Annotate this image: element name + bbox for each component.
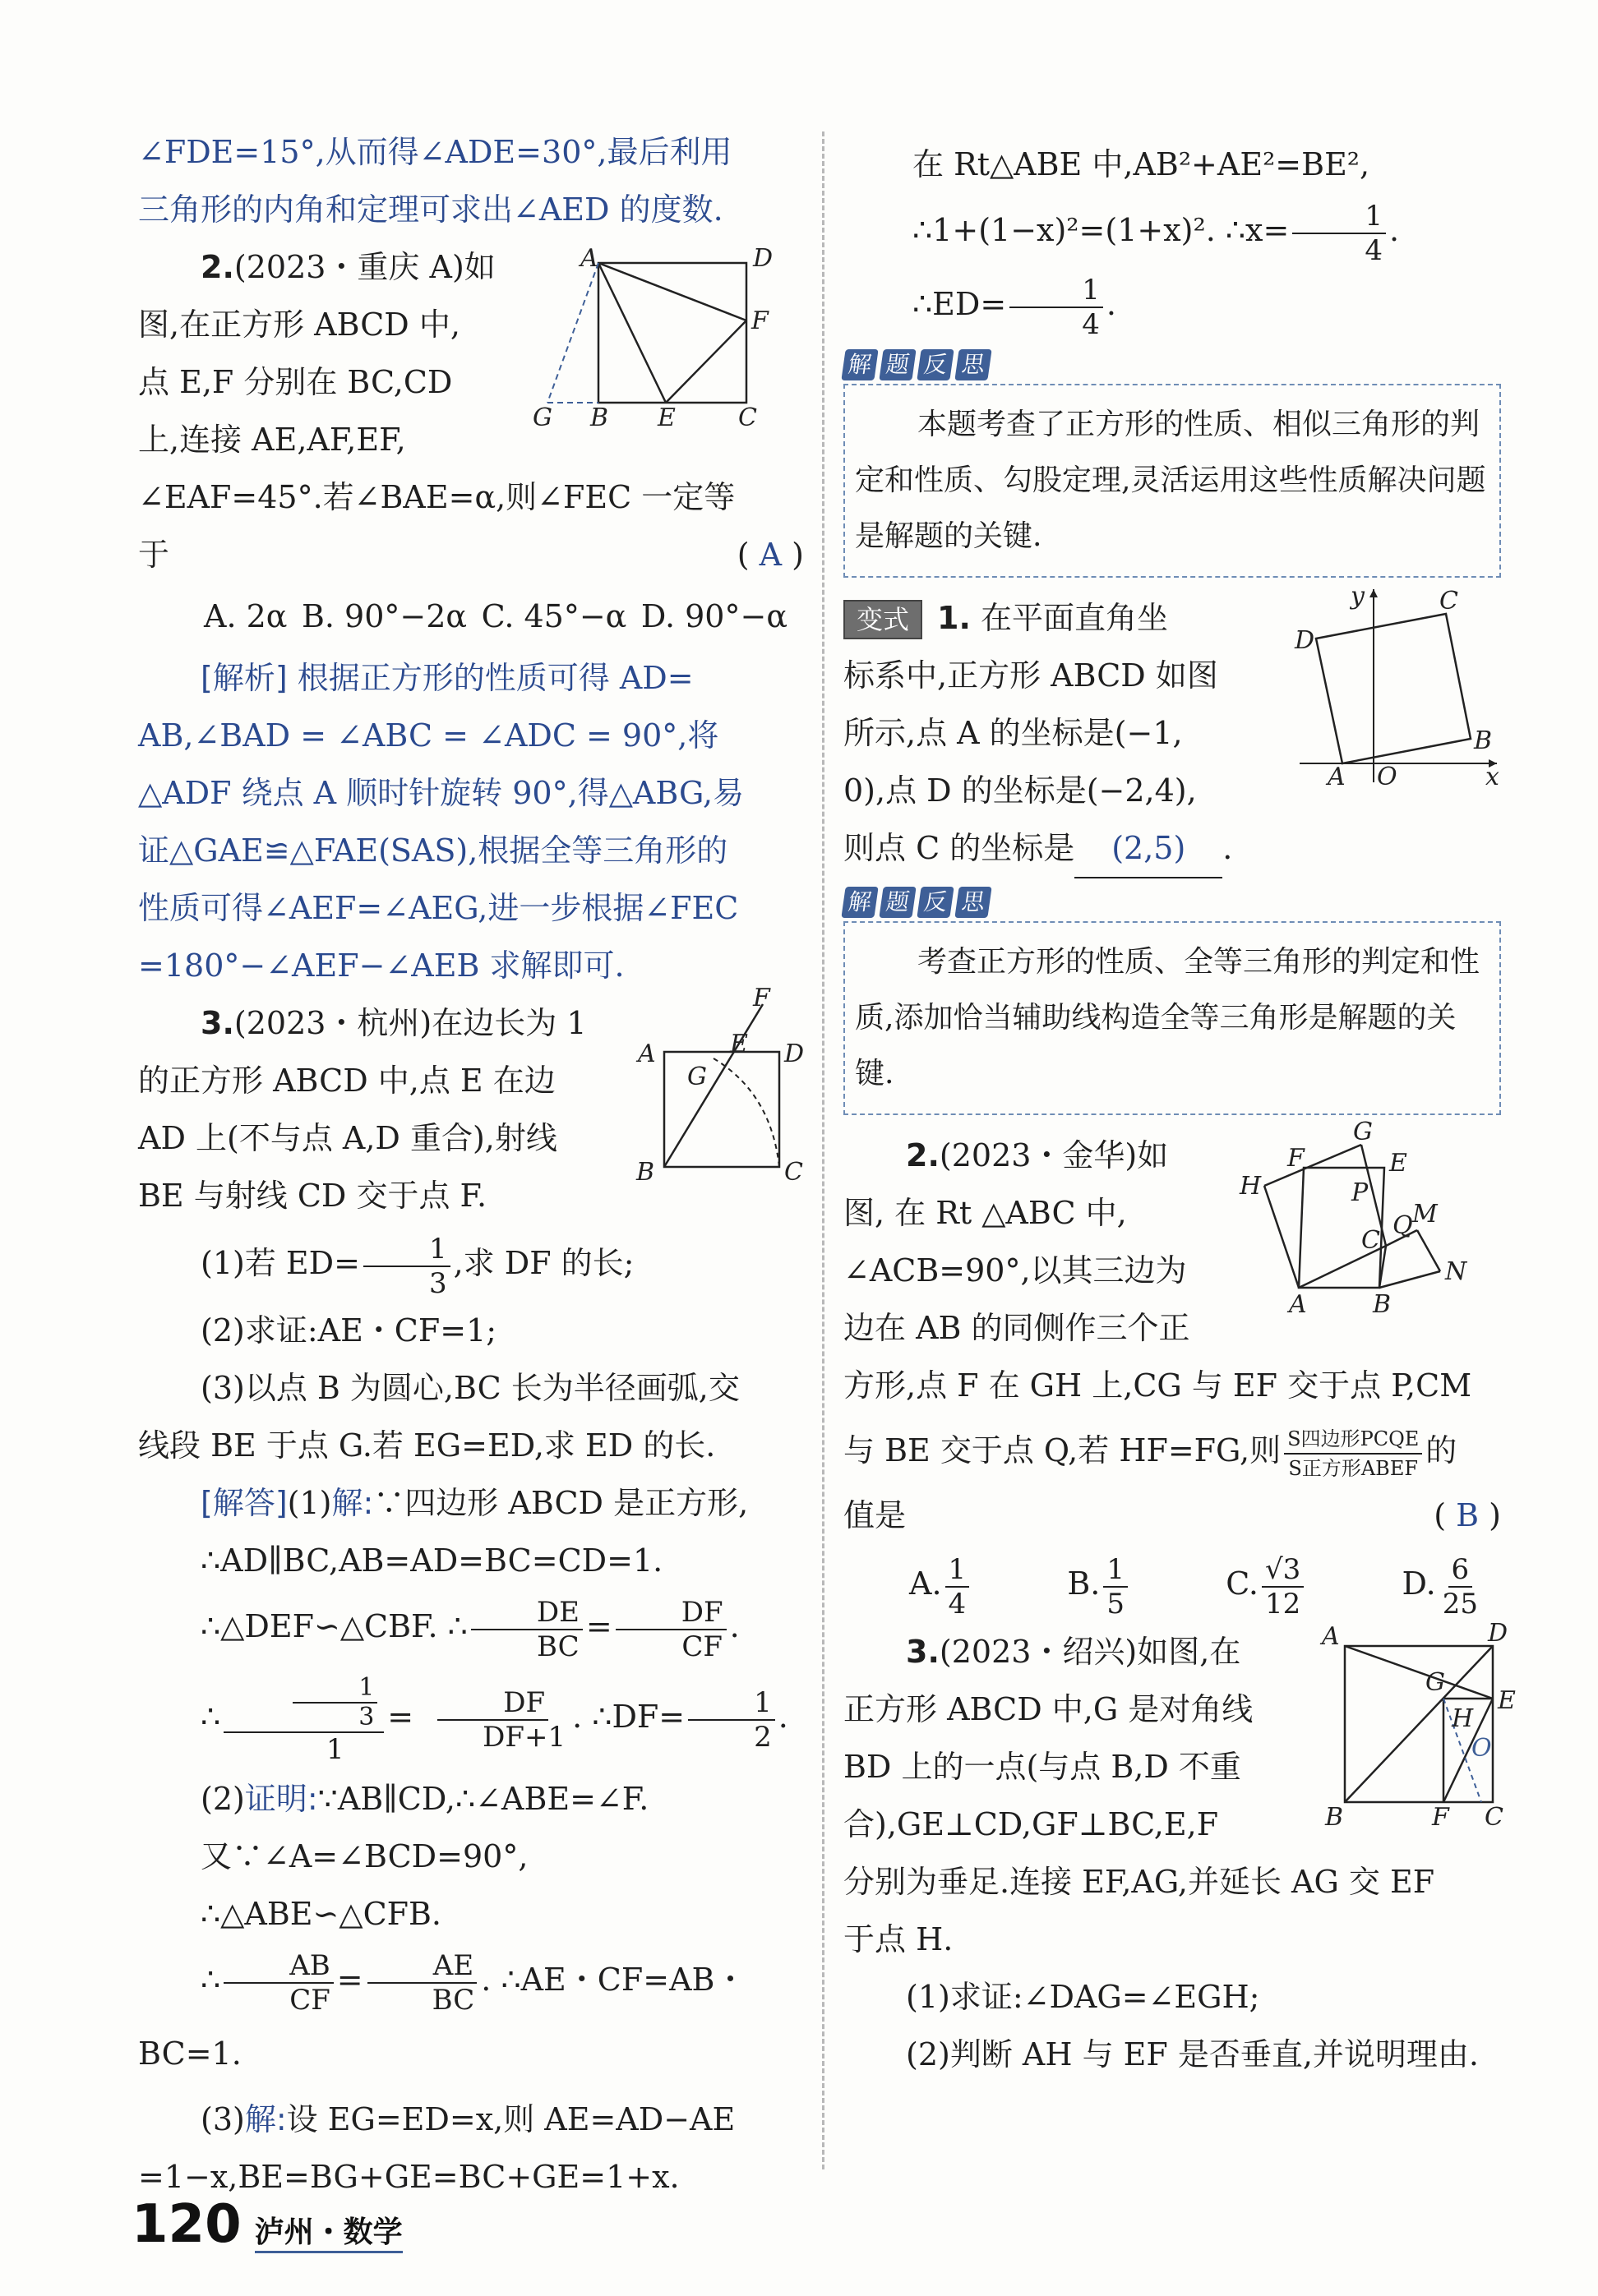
v2-line-4: 边在 AB 的同侧作三个正 (843, 1310, 1190, 1346)
cont-line-2: ∴1+(1−x)²=(1+x)². ∴x= (912, 212, 1290, 248)
q3-part-1: (1)若 ED= (201, 1245, 360, 1281)
v2-line-3: ∠ACB=90°,以其三边为 (843, 1252, 1187, 1289)
label-o: O (1377, 763, 1397, 791)
reflection-text: 本题考查了正方形的性质、相似三角形的判定和性质、勾股定理,灵活运用这些性质解决问题是解题的关键. (843, 384, 1501, 578)
label-y: y (1351, 582, 1365, 611)
fraction: $\frac{DF}{CF}$ (616, 1596, 727, 1663)
v2-line-2: 图, 在 Rt △ABC 中, (843, 1195, 1127, 1231)
solution-line-6: 又∵∠A=∠BCD=90°, (201, 1838, 529, 1874)
fraction: $\frac{AB}{CF}$ (224, 1949, 334, 2017)
cont-line-3: ∴ED= (912, 286, 1007, 322)
left-column (138, 123, 804, 2206)
fraction: $\frac{AE}{BC}$ (367, 1949, 478, 2017)
analysis-block (138, 649, 804, 994)
label-d: D (1295, 626, 1315, 655)
solution-line-7: ∴△ABE∽△CFB. (201, 1896, 442, 1932)
fraction: $\frac{DE}{BC}$ (471, 1596, 583, 1663)
v2-line-6: 与 BE 交于点 Q,若 HF=FG,则 (843, 1432, 1282, 1468)
v2-line-7: 值是 (843, 1497, 907, 1533)
page-number: 120 (132, 2194, 242, 2255)
option-d: D. 90°−α (640, 598, 787, 634)
right-column: 在 Rt△ABE 中,AB²+AE²=BE², ∴1+(1−x)²=(1+x)². ∴x= $\frac{1}{4}$ . ∴ED= $\frac{1}{4}$ . 解 题 反 思 本题考查了正方形的性质、相似三角形的判定和性质、勾股定理,灵活运用这些性质解决问题是解题的关键. 变式 1. 在平面直角坐 标系中,正方形 ABCD 如图 所示,点 A 的坐标是(−1, 0),点 D 的坐标是(−2,4), 则点 C 的坐标是 (2,5) . y C D B A O x 解 题 反 思 考查正方形的性质、全等三角形的判定和性质,添加恰当辅助线构造全等三角形是解题的关键. 2.(2023・金华)如 图, 在 Rt △ABC 中, ∠ACB=90°,以其三边为 边在 AB 的同侧作三个正 方形,点 F 在 GH 上,CG 与 EF 交于点 P,CM 与 BE 交于点 Q,若 HF=FG,则 $\frac{\text{S四边形PCQE}}{\text{S正方形ABEF}}$ 的 值是 ( B ) A. $\frac{1}{4}$ B. $\frac{1}{5}$ C. $\frac{√3}{12}$ D. $\frac{6}{25}$ G F E H P M Q C N A B 3.(2023・绍兴)如图,在 正方形 ABCD 中,G 是对角线 BD 上的一点(与点 B,D 不重 合),GE⊥CD,GF⊥BC,E,F 分别为垂足.连接 EF,AG,并延长 AG 交 EF 于点 H. (1)求证:∠DAG=∠EGH; (2)判断 AH 与 EF 是否垂直,并说明理由. A D G E H O B F C (843, 136, 1501, 2083)
label-n: N (1445, 1257, 1467, 1286)
q3-line-2: 的正方形 ABCD 中,点 E 在边 (138, 1063, 556, 1099)
option-a: A. 2α (204, 598, 288, 634)
q2-line-4: 上,连接 AE,AF,EF, (138, 422, 406, 458)
analysis-tag: [解析] (201, 660, 288, 696)
fraction: $\frac{1}{3}$ (363, 1233, 450, 1300)
label-e: E (730, 1030, 748, 1058)
label-d: D (753, 244, 774, 273)
label-b: B (1373, 1290, 1392, 1319)
v2-line-5: 方形,点 F 在 GH 上,CG 与 EF 交于点 P,CM (843, 1367, 1472, 1404)
label-o: O (1471, 1734, 1492, 1763)
v3-line-4: 合),GE⊥CD,GF⊥BC,E,F (843, 1806, 1219, 1842)
v2-options (843, 1544, 1501, 1623)
variant-2: 2.(2023・金华)如 图, 在 Rt △ABC 中, ∠ACB=90°,以其三边为 边在 AB 的同侧作三个正 方形,点 F 在 GH 上,CG 与 EF 交于点 P,CM 与 BE 交于点 Q,若 HF=FG,则 $\frac{\text{S四边形PCQE}}{\text{S正方形ABEF}}$ 的 值是 ( B ) A. $\frac{1}{4}$ B. $\frac{1}{5}$ C. $\frac{√3}{12}$ D. $\frac{6}{25}$ G F E H P M Q C N A B (843, 1127, 1501, 1623)
fraction: $\frac{DF}{DF+1}$ (417, 1686, 569, 1754)
option-d: D. $\frac{6}{25}$ (1402, 1552, 1478, 1621)
q3-line-4: BE 与射线 CD 交于点 F. (138, 1178, 487, 1214)
question-3: 3.(2023・杭州)在边长为 1 的正方形 ABCD 中,点 E 在边 AD 上(不与点 A,D 重合),射线 BE 与射线 CD 交于点 F. (1)若 ED= $\frac{1}{3}$ ,求 DF 的长; (2)求证:AE・CF=1; (3)以点 B 为圆心,BC 长为半径画弧,交 线段 BE 于点 G.若 EG=ED,求 ED 的长. F A E D G B C (138, 994, 804, 1474)
solution-tag: [解答] (201, 1485, 288, 1521)
label-c: C (1439, 587, 1458, 615)
label-b: B (1474, 726, 1493, 755)
label-a: A (1322, 1622, 1340, 1651)
solution-line-10: =1−x,BE=BG+GE=BC+GE=1+x. (138, 2159, 680, 2195)
solution-line-9: 设 EG=ED=x,则 AE=AD−AE (286, 2101, 736, 2137)
variant-badge: 变式 (843, 600, 922, 639)
v1-line-5: 则点 C 的坐标是 (843, 830, 1075, 866)
v2-figure (1238, 1118, 1501, 1319)
intro-line-1: ∠FDE=15°,从而得∠ADE=30°,最后利用 (138, 134, 732, 170)
solution-line-1: ∵四边形 ABCD 是正方形, (373, 1485, 749, 1521)
label-c: C (738, 403, 757, 432)
analysis-line-2: AB,∠BAD = ∠ABC = ∠ADC = 90°,将 (138, 717, 719, 754)
q3-part-3-cont: 线段 BE 于点 G.若 EG=ED,求 ED 的长. (138, 1427, 716, 1464)
v1-figure (1291, 581, 1505, 791)
label-g: G (1425, 1668, 1445, 1697)
q3-line-3: AD 上(不与点 A,D 重合),射线 (138, 1120, 557, 1156)
analysis-line-6: =180°−∠AEF−∠AEB 求解即可. (138, 947, 625, 984)
label-e: E (1498, 1686, 1516, 1715)
solution-line-8: ∴ $\frac{AB}{CF}$ = $\frac{AE}{BC}$ . ∴AE・CF=AB・BC=1. (138, 1948, 746, 2072)
v3-line-5: 分别为垂足.连接 EF,AG,并延长 AG 交 EF (843, 1864, 1435, 1900)
solution-block: [解答](1)解:∵四边形 ABCD 是正方形, ∴AD∥BC,AB=AD=BC=CD=1. ∴△DEF∽△CBF. ∴ $\frac{DE}{BC}$ = $\frac{DF}{CF}$ . ∴ $\frac{\frac{1}{3}}{1}$ = $\frac{DF}{DF+1}$ . ∴DF= $\frac{1}{2}$ . (2)证明:∵AB∥CD,∴∠ABE=∠F. 又∵∠A=∠BCD=90°, ∴△ABE∽△CFB. ∴ $\frac{AB}{CF}$ = $\frac{AE}{BC}$ . ∴AE・CF=AB・BC=1. (3)解:设 EG=ED=x,则 AE=AD−AE =1−x,BE=BG+GE=BC+GE=1+x. (138, 1474, 804, 2206)
reflection-2 (843, 878, 1501, 1115)
analysis-line-4: 证△GAE≌△FAE(SAS),根据全等三角形的 (138, 832, 728, 869)
q3-figure (631, 984, 805, 1208)
column-divider (822, 131, 824, 2169)
label-d: D (784, 1040, 805, 1068)
label-p: P (1351, 1178, 1369, 1207)
fraction: $\frac{1}{4}$ (1009, 274, 1103, 341)
intro-line-2: 三角形的内角和定理可求出∠AED 的度数. (138, 191, 723, 228)
variant-3: 3.(2023・绍兴)如图,在 正方形 ABCD 中,G 是对角线 BD 上的一点(与点 B,D 不重 合),GE⊥CD,GF⊥BC,E,F 分别为垂足.连接 EF,AG,并延长 AG 交 EF 于点 H. (1)求证:∠DAG=∠EGH; (2)判断 AH 与 EF 是否垂直,并说明理由. A D G E H O B F C (843, 1623, 1501, 2083)
q2-line-2: 图,在正方形 ABCD 中, (138, 307, 460, 343)
label-g: G (1353, 1118, 1373, 1146)
v3-part-2: (2)判断 AH 与 EF 是否垂直,并说明理由. (906, 2036, 1479, 2072)
analysis-line-3: △ADF 绕点 A 顺时针旋转 90°,得△ABG,易 (138, 775, 745, 811)
q3-part-2: (2)求证:AE・CF=1; (201, 1312, 497, 1349)
v1-line-2: 标系中,正方形 ABCD 如图 (843, 657, 1218, 694)
v3-part-1: (1)求证:∠DAG=∠EGH; (906, 1979, 1260, 2015)
solution-line-4: ∴ $\frac{\frac{1}{3}}{1}$ = $\frac{DF}{DF+1}$ . ∴DF= $\frac{1}{2}$ . (201, 1672, 788, 1766)
label-g: G (533, 403, 552, 432)
label-b: B (590, 403, 609, 432)
label-a: A (638, 1040, 656, 1068)
q2-line-1: (2023・重庆 A)如 (233, 249, 496, 285)
v3-line-6: 于点 H. (843, 1921, 954, 1957)
solution-line-5: ∵AB∥CD,∴∠ABE=∠F. (317, 1781, 649, 1817)
label-f: F (753, 984, 770, 1012)
v1-line-1: 在平面直角坐 (981, 600, 1169, 636)
fraction: $\frac{1}{4}$ (1292, 200, 1386, 267)
q3-part-3: (3)以点 B 为圆心,BC 长为半径画弧,交 (201, 1370, 740, 1406)
label-f: F (1287, 1144, 1305, 1173)
v3-line-1: (2023・绍兴)如图,在 (939, 1634, 1241, 1670)
v3-figure (1320, 1619, 1516, 1832)
cont-line-1: 在 Rt△ABE 中,AB²+AE²=BE², (912, 146, 1370, 182)
option-c: C. 45°−α (481, 598, 627, 634)
label-e: E (658, 403, 676, 432)
option-b: B. $\frac{1}{5}$ (1067, 1544, 1131, 1623)
intro-analysis (138, 123, 804, 238)
reflection-header: 解 题 反 思 (843, 349, 990, 380)
v3-line-3: BD 上的一点(与点 B,D 不重 (843, 1749, 1241, 1785)
label-c: C (1361, 1226, 1380, 1255)
q2-figure (533, 238, 796, 432)
label-h: H (1240, 1172, 1262, 1201)
label-b: B (636, 1158, 655, 1187)
q2-options (138, 583, 804, 649)
label-g: G (687, 1063, 707, 1091)
label-a: A (1289, 1290, 1307, 1319)
analysis-line-5: 性质可得∠AEF=∠AEG,进一步根据∠FEC (138, 890, 739, 926)
v2-line-1: (2023・金华)如 (939, 1137, 1169, 1173)
label-c: C (784, 1158, 803, 1187)
label-e: E (1389, 1149, 1407, 1178)
option-b: B. 90°−2α (301, 598, 468, 634)
label-a: A (580, 244, 598, 273)
option-c: C. $\frac{√3}{12}$ (1226, 1544, 1307, 1623)
q2-line-6: 于 (138, 537, 170, 573)
fraction: $\frac{1}{2}$ (688, 1686, 775, 1754)
q2-line-5: ∠EAF=45°.若∠BAE=α,则∠FEC 一定等 (138, 479, 736, 515)
label-b: B (1325, 1803, 1344, 1832)
question-number: 2. (201, 249, 234, 285)
page-footer (132, 2194, 403, 2255)
fraction: $\frac{\text{S四边形PCQE}}{\text{S正方形ABEF}}$ (1284, 1425, 1422, 1482)
v1-answer: (2,5) (1074, 819, 1222, 878)
reflection-text: 考查正方形的性质、全等三角形的判定和性质,添加恰当辅助线构造全等三角形是解题的关键. (843, 921, 1501, 1115)
label-d: D (1488, 1619, 1508, 1648)
question-number: 3. (201, 1005, 234, 1041)
label-c: C (1485, 1803, 1503, 1832)
label-x: x (1485, 763, 1499, 791)
footer-label: 泸州・数学 (255, 2209, 403, 2253)
reflection-1 (843, 341, 1501, 578)
reflection-header: 解 题 反 思 (843, 887, 990, 918)
label-m: M (1412, 1200, 1438, 1229)
v2-answer: ( B ) (1434, 1497, 1501, 1533)
analysis-line-1: 根据正方形的性质可得 AD= (297, 660, 694, 696)
v1-line-3: 所示,点 A 的坐标是(−1, (843, 715, 1183, 751)
v3-line-2: 正方形 ABCD 中,G 是对角线 (843, 1691, 1254, 1727)
q3-line-1: (2023・杭州)在边长为 1 (233, 1005, 587, 1041)
label-h: H (1452, 1704, 1474, 1733)
v1-line-4: 0),点 D 的坐标是(−2,4), (843, 772, 1197, 809)
q2-line-3: 点 E,F 分别在 BC,CD (138, 364, 453, 400)
label-f: F (1432, 1803, 1449, 1832)
option-a: A. $\frac{1}{4}$ (909, 1544, 972, 1623)
solution-line-2: ∴AD∥BC,AB=AD=BC=CD=1. (201, 1542, 663, 1579)
q2-answer: ( A ) (737, 537, 804, 573)
variant-1: 变式 1. 在平面直角坐 标系中,正方形 ABCD 如图 所示,点 A 的坐标是(−1, 0),点 D 的坐标是(−2,4), 则点 C 的坐标是 (2,5) . y C D B A O x (843, 589, 1501, 878)
question-2 (138, 238, 804, 649)
label-f: F (751, 307, 769, 335)
label-q: Q (1392, 1211, 1413, 1240)
label-a: A (1328, 763, 1346, 791)
fraction: $\frac{\frac{1}{3}}{1}$ (224, 1674, 384, 1766)
